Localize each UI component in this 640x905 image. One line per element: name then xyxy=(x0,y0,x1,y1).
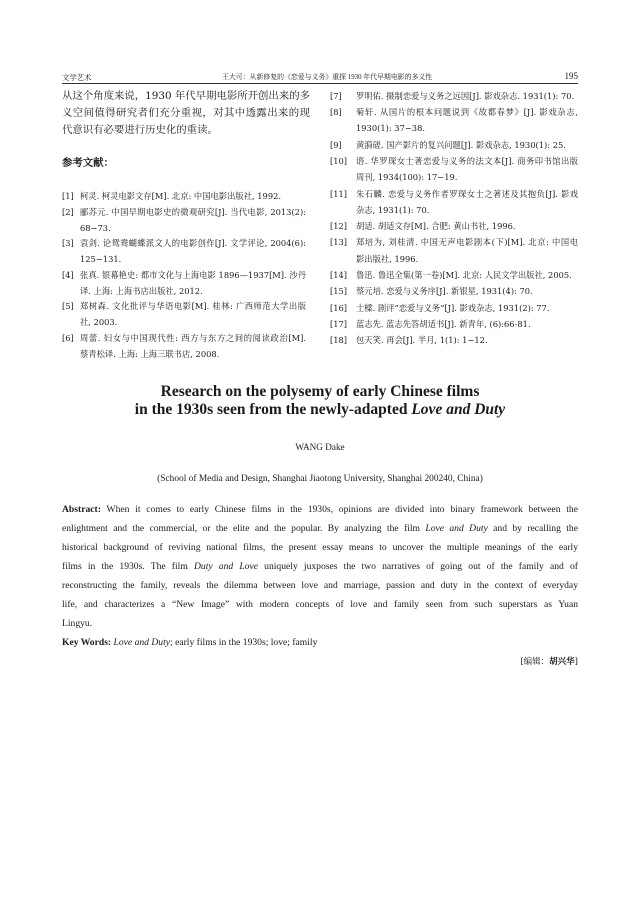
body-line: 从这个角度来说，1930 年代早期电影所开创出来的多 xyxy=(62,89,310,102)
keywords-line xyxy=(62,633,578,652)
keywords-text: ; early films in the 1930s; love; family xyxy=(170,636,318,648)
reference-number: [15] xyxy=(330,286,348,297)
reference-line: 士樑. 剧评“恋爱与义务”[J]. 影戏杂志, 1931(2): 77. xyxy=(356,302,550,313)
running-title: 王大可：从新修复的《恋爱与义务》重探 1930 年代早期电影的多义性 xyxy=(222,73,433,81)
reference-number: [17] xyxy=(330,318,348,329)
reference-item xyxy=(62,299,306,331)
reference-line: 周蕾. 妇女与中国现代性: 西方与东方之间的阅读政治[M]. xyxy=(80,332,306,343)
reference-line: 包天笑. 再会[J]. 半月, 1(1): 1−12. xyxy=(356,335,488,346)
reference-item xyxy=(330,218,578,234)
reference-item xyxy=(62,205,306,237)
keywords-text: Love and Duty xyxy=(111,636,171,648)
reference-number: [1] xyxy=(62,191,74,201)
reference-line: 张真. 银幕艳史: 都市文化与上海电影 1896—1937[M]. 沙丹 xyxy=(80,269,306,280)
body-line: 义空间值得研究者们充分重视，对其中透露出来的现 xyxy=(62,106,310,119)
english-title xyxy=(0,383,640,419)
abstract-text: When it comes to early Chinese films in the 1930s, opinions are divided into binary framework between the xyxy=(100,503,578,515)
reference-text xyxy=(80,268,306,300)
reference-line: 125−131. xyxy=(80,254,122,264)
reference-text xyxy=(356,104,578,137)
reference-number: [9] xyxy=(330,139,342,150)
abstract-line xyxy=(62,500,578,519)
keywords-label: Key Words: xyxy=(62,636,112,648)
editor-credit xyxy=(520,656,578,668)
reference-line: 郑培为, 刘桂清. 中国无声电影剧本(下)[M]. 北京: 中国电 xyxy=(356,237,578,248)
reference-line: 社, 2003. xyxy=(80,317,118,327)
reference-item xyxy=(330,316,578,332)
reference-text xyxy=(356,137,578,153)
reference-item xyxy=(330,234,578,267)
body-line: 代意识有必要进行历史化的重读。 xyxy=(62,123,218,136)
title-line xyxy=(0,401,640,419)
reference-text xyxy=(356,300,578,316)
reference-line: 朱石麟. 恋爱与义务作者罗琛女士之著述及其抱负[J]. 影戏 xyxy=(356,188,578,199)
editor-prefix: [编辑： xyxy=(520,657,550,667)
reference-item xyxy=(330,267,578,283)
reference-number: [11] xyxy=(330,188,348,199)
reference-item xyxy=(330,186,578,219)
reference-number: [14] xyxy=(330,270,348,281)
reference-item xyxy=(330,300,578,316)
abstract-line xyxy=(62,595,578,614)
reference-text xyxy=(356,218,578,234)
reference-item xyxy=(330,104,578,137)
references-list-right xyxy=(330,88,578,349)
reference-line: 柯灵. 柯灵电影文存[M]. 北京: 中国电影出版社, 1992. xyxy=(80,191,282,201)
abstract-text: uniquely juxposes the two narratives of going out of the family and of xyxy=(258,560,578,572)
abstract-text: enlightment and the commercial, or the elite and the popular. By analyzing the film xyxy=(62,522,426,534)
reference-text xyxy=(356,88,578,104)
reference-text xyxy=(356,316,578,332)
reference-item xyxy=(62,236,306,268)
body-paragraph xyxy=(62,88,310,139)
reference-text xyxy=(80,299,306,331)
reference-text xyxy=(80,205,306,237)
reference-line: 蔡青松译. 上海: 上海三联书店, 2008. xyxy=(80,348,220,359)
reference-item xyxy=(330,153,578,186)
title-text: in the 1930s seen from the newly-adapted xyxy=(134,401,412,418)
reference-line: 谘. 华罗琛女士著恋爱与义务的法文本[J]. 商务印书馆出版 xyxy=(356,155,578,166)
reference-line: 黄漪磋. 国产影片的复兴问题[J]. 影戏杂志, 1930(1): 25. xyxy=(356,139,566,150)
reference-text xyxy=(356,332,578,348)
reference-item xyxy=(62,331,306,363)
abstract-block xyxy=(62,500,578,652)
reference-line: 译. 上海: 上海书店出版社, 2012. xyxy=(80,285,203,296)
reference-text xyxy=(356,234,578,267)
reference-number: [10] xyxy=(330,155,348,166)
reference-number: [4] xyxy=(62,269,74,280)
reference-text xyxy=(356,267,578,283)
abstract-line xyxy=(62,576,578,595)
reference-number: [2] xyxy=(62,206,74,217)
reference-line: 杂志, 1931(1): 70. xyxy=(356,204,430,215)
reference-item xyxy=(330,137,578,153)
abstract-text: Lingyu. xyxy=(62,617,93,629)
reference-item xyxy=(330,283,578,299)
reference-line: 菊轩. 从国片的根本问题说到《故都春梦》[J]. 影戏杂志, xyxy=(356,107,578,118)
reference-item xyxy=(62,189,306,205)
references-list-left xyxy=(62,189,306,362)
film-title-italic: Love and Duty xyxy=(425,522,488,534)
abstract-text: life, and characterizes a “New Image” with modern concepts of love and family seen from such superstars as Yuan xyxy=(62,598,578,610)
editor-name: 胡兴华 xyxy=(549,657,575,667)
reference-number: [7] xyxy=(330,90,342,101)
reference-text xyxy=(80,331,306,363)
reference-line: 蔡元培. 恋爱与义务序[J]. 新银星, 1931(4): 70. xyxy=(356,286,533,297)
abstract-text: films in the 1930s. The film xyxy=(62,560,194,572)
reference-number: [6] xyxy=(62,332,74,343)
reference-number: [13] xyxy=(330,237,348,248)
abstract-line xyxy=(62,538,578,557)
reference-number: [18] xyxy=(330,335,348,346)
film-title-italic: Love and Duty xyxy=(411,401,506,418)
reference-line: 影出版社, 1996. xyxy=(356,253,419,264)
reference-item xyxy=(330,88,578,104)
title-line: Research on the polysemy of early Chinese films xyxy=(160,383,480,400)
reference-text xyxy=(80,189,306,205)
reference-line: 鲁迅. 鲁迅全集(第一卷)[M]. 北京: 人民文学出版社, 2005. xyxy=(356,270,572,281)
abstract-line xyxy=(62,614,578,633)
abstract-text: historical background of reviving national films, the present essay means to uncover the multiple meanings of the early xyxy=(62,541,578,553)
abstract-line xyxy=(62,519,578,538)
reference-number: [8] xyxy=(330,107,342,118)
header-rule xyxy=(62,83,578,84)
reference-text xyxy=(356,186,578,219)
reference-line: 1930(1): 37−38. xyxy=(356,123,426,134)
film-title-italic: Duty and Love xyxy=(193,560,258,572)
reference-item xyxy=(330,332,578,348)
abstract-label: Abstract: xyxy=(62,503,101,515)
abstract-line xyxy=(62,557,578,576)
references-heading: 参考文献： xyxy=(62,156,114,169)
reference-item xyxy=(62,268,306,300)
page-number: 195 xyxy=(564,71,578,81)
reference-line: 68−73. xyxy=(80,222,111,233)
reference-number: [16] xyxy=(330,302,348,313)
reference-line: 郑树森. 文化批评与华语电影[M]. 桂林: 广西师范大学出版 xyxy=(80,301,306,312)
reference-text xyxy=(80,236,306,268)
journal-section-label: 文学艺术 xyxy=(62,72,92,82)
reference-line: 罗明佑. 摄制恋爱与义务之远因[J]. 影戏杂志. 1931(1): 70. xyxy=(356,90,575,101)
reference-line: 周刊, 1934(100): 17−19. xyxy=(356,172,458,183)
reference-number: [5] xyxy=(62,301,74,312)
reference-number: [12] xyxy=(330,221,348,232)
reference-line: 袁剑. 论鸳鸯蝴蝶派文人的电影创作[J]. 文学评论, 2004(6): xyxy=(80,238,306,249)
editor-suffix: ] xyxy=(574,657,578,667)
author-affiliation: (School of Media and Design, Shanghai Jiaotong University, Shanghai 200240, China) xyxy=(157,474,483,484)
reference-line: 胡适. 胡适文存[M]. 合肥: 黄山书社, 1996. xyxy=(356,221,516,232)
reference-number: [3] xyxy=(62,238,74,249)
author-name: WANG Dake xyxy=(295,442,345,452)
reference-text xyxy=(356,283,578,299)
abstract-text: reconstructing the family, reveals the dilemma between love and marriage, passion and duty in the context of everyday xyxy=(62,579,578,591)
reference-line: 郦苏元. 中国早期电影史的微观研究[J]. 当代电影, 2013(2): xyxy=(80,206,306,217)
reference-text xyxy=(356,153,578,186)
abstract-text: and by recalling the xyxy=(487,522,578,534)
reference-line: 蓝志先. 蓝志先答胡适书[J]. 新青年, (6):66-81. xyxy=(356,318,531,329)
